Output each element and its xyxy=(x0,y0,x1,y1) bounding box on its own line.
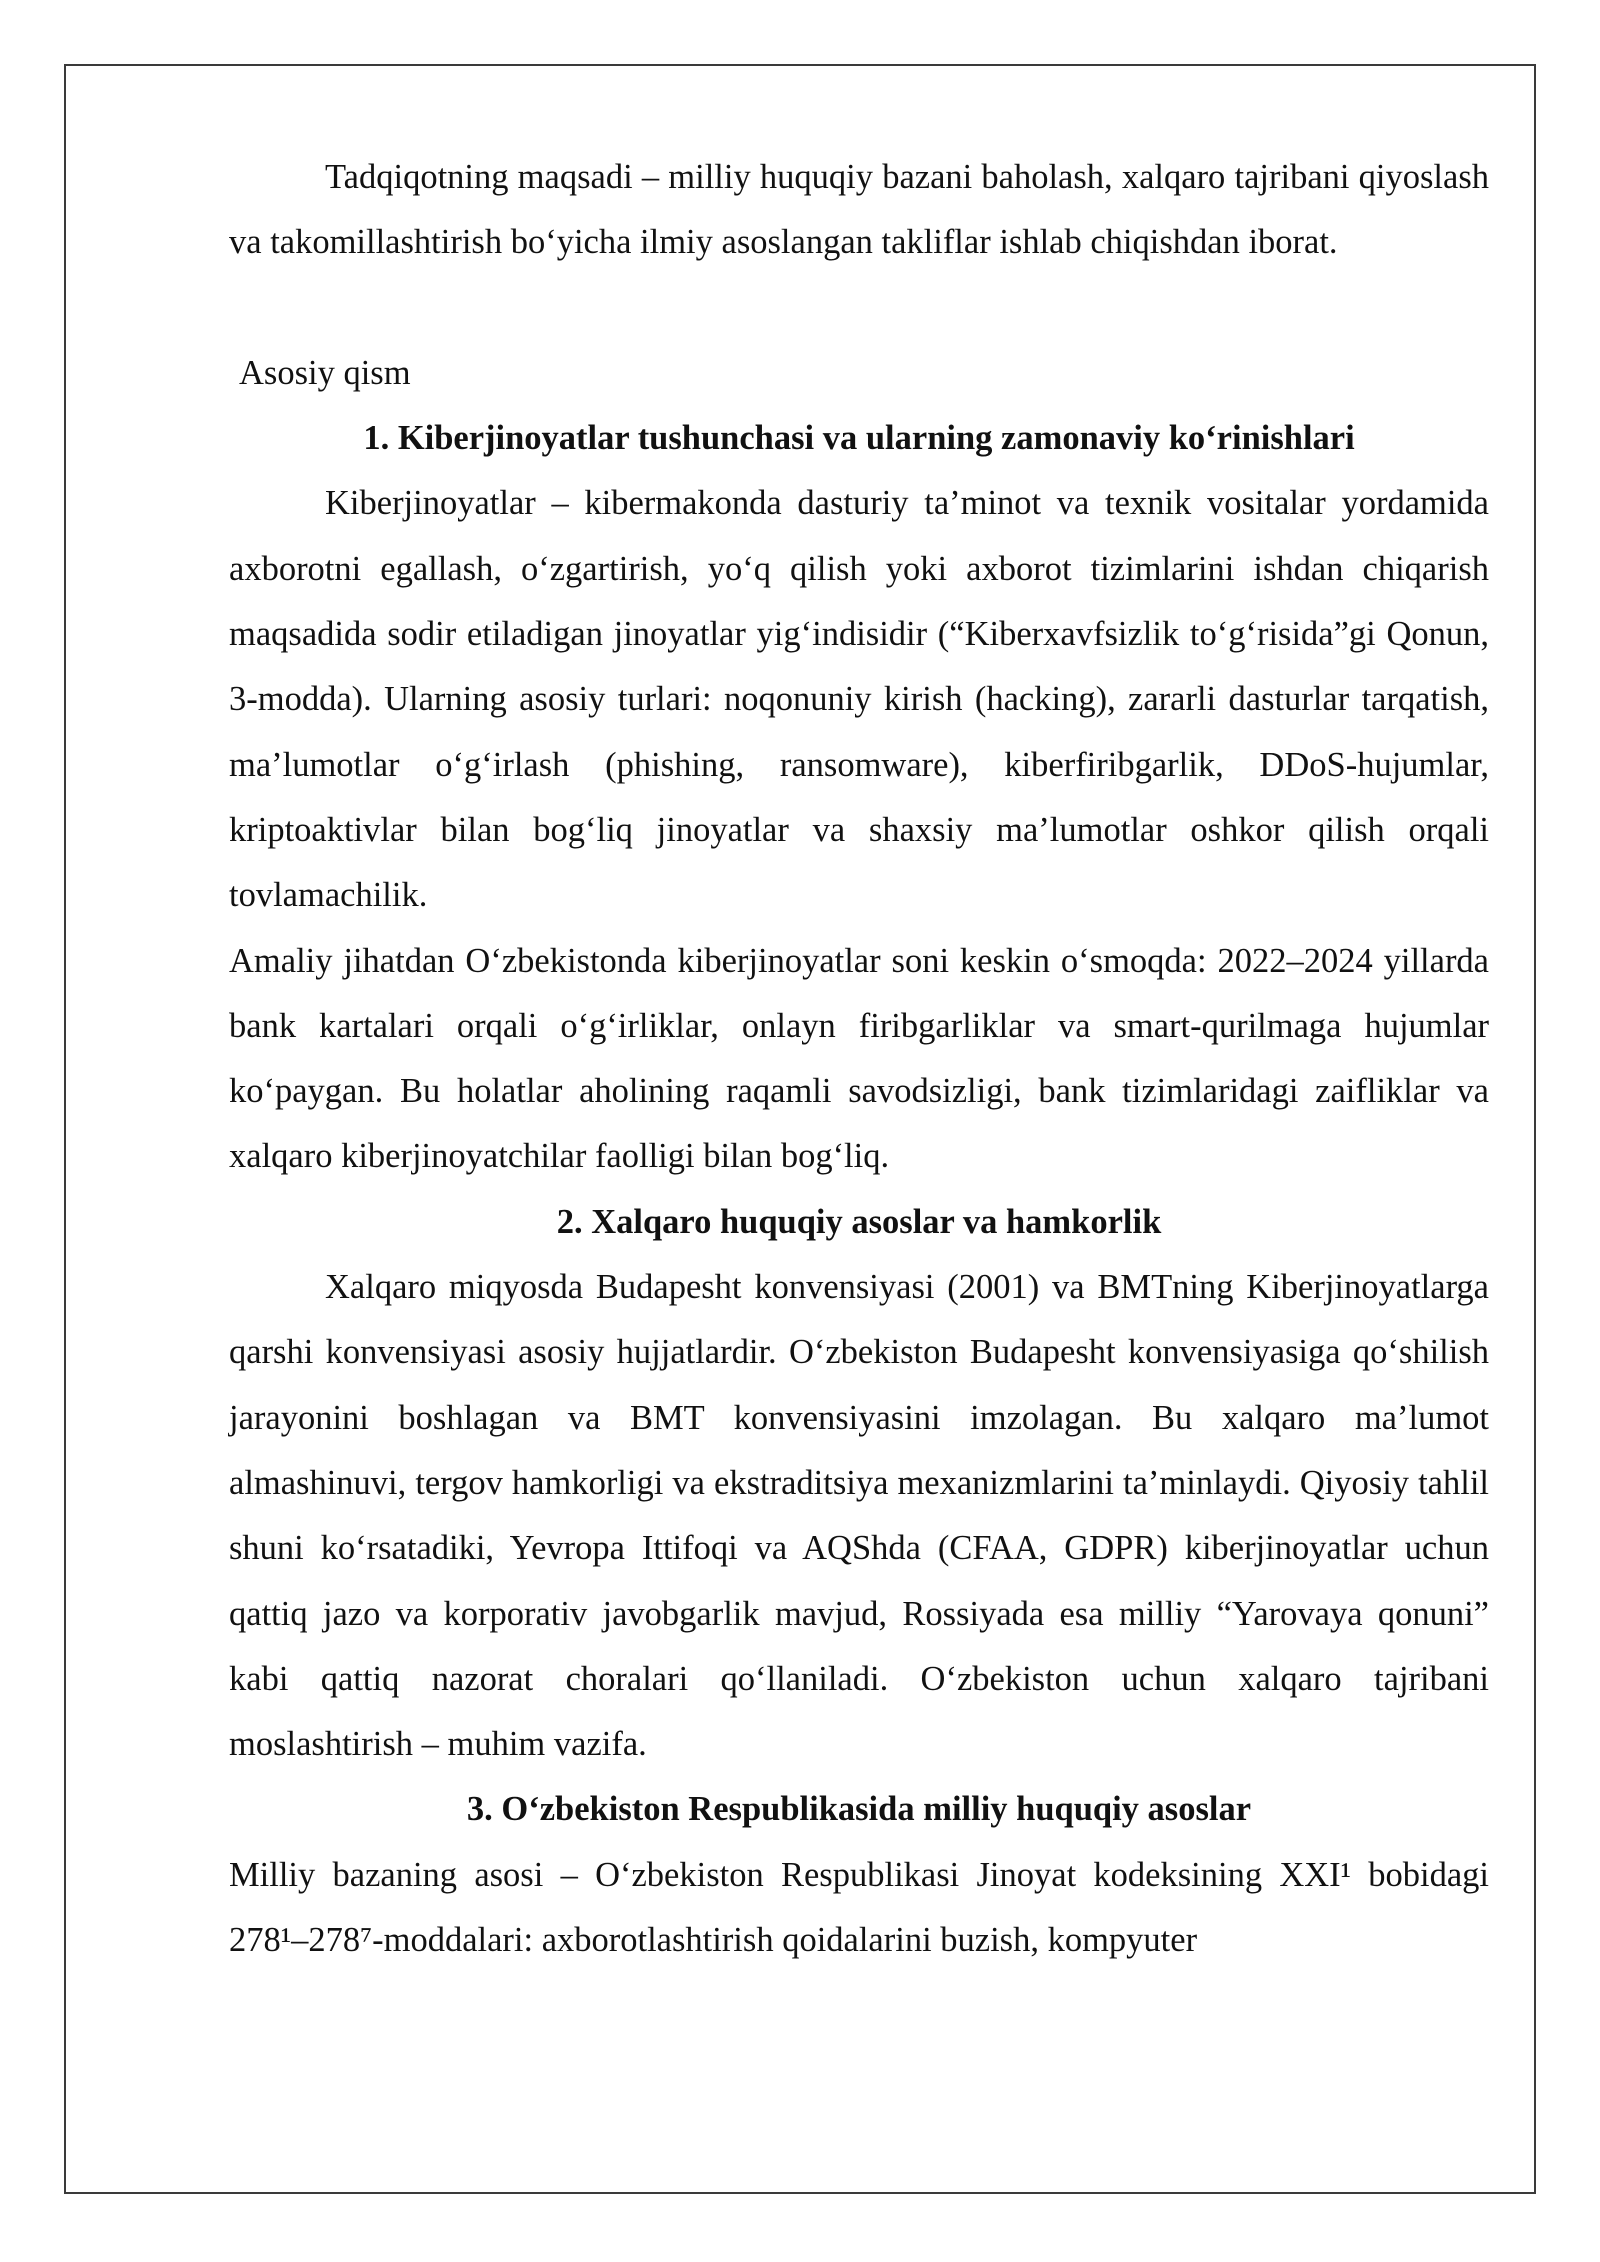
paragraph-purpose: Tadqiqotning maqsadi – milliy huquqiy bazani baholash, xalqaro tajribani qiyoslash va takomillashtirish bo‘yicha ilmiy asoslangan takliflar ishlab chiqishdan iborat. xyxy=(229,158,1489,262)
paragraph-practical-aspect: Amaliy jihatdan O‘zbekistonda kiberjinoyatlar soni keskin o‘smoqda: 2022–2024 yillarda bank kartalari orqali o‘g‘irliklar, onlayn firibgarliklar va smart-qurilmaga hujumlar ko‘paygan. Bu holatlar aholining raqamli savodsizligi, bank tizimlaridagi zaifliklar va xalqaro kiberjinoyatchilar faolligi bilan bog‘liq. xyxy=(229,941,1489,1176)
heading-section-2: 2. Xalqaro huquqiy asoslar va hamkorlik xyxy=(556,1202,1162,1241)
document-body xyxy=(229,145,1489,1973)
paragraph-international-basis: Xalqaro miqyosda Budapesht konvensiyasi (2001) va BMTning Kiberjinoyatlarga qarshi konvensiyasi asosiy hujjatlardir. O‘zbekiston Budapesht konvensiyasiga qo‘shilish jarayonini boshlagan va BMT konvensiyasini imzolagan. Bu xalqaro ma’lumot almashinuvi, tergov hamkorligi va ekstraditsiya mexanizmlarini ta’minlaydi. Qiyosiy tahlil shuni ko‘rsatadiki, Yevropa Ittifoqi va AQShda (CFAA, GDPR) kiberjinoyatlar uchun qattiq jazo va korporativ javobgarlik mavjud, Rossiyada esa milliy “Yarovaya qonuni” kabi qattiq nazorat choralari qo‘llaniladi. O‘zbekiston uchun xalqaro tajribani moslashtirish – muhim vazifa. xyxy=(229,1268,1489,1764)
paragraph-national-basis: Milliy bazaning asosi – O‘zbekiston Respublikasi Jinoyat kodeksining XXI¹ bobidagi 278¹–278⁷-moddalari: axborotlashtirish qoidalarini buzish, kompyuter xyxy=(229,1855,1489,1960)
paragraph-cybercrime-definition: Kiberjinoyatlar – kibermakonda dasturiy ta’minot va texnik vositalar yordamida axborotni egallash, o‘zgartirish, yo‘q qilish yoki axborot tizimlarini ishdan chiqarish maqsadida sodir etiladigan jinoyatlar yig‘indisidir (“Kiberxavfsizlik to‘g‘risida”gi Qonun, 3-modda). Ularning asosiy turlari: noqonuniy kirish (hacking), zararli dasturlar tarqatish, ma’lumotlar o‘g‘irlash (phishing, ransomware), kiberfiribgarlik, DDoS-hujumlar, kriptoaktivlar bilan bog‘liq jinoyatlar va shaxsiy ma’lumotlar oshkor qilish orqali tovlamachilik. xyxy=(229,484,1489,915)
blank-line xyxy=(229,276,1489,341)
section-title-main-part: Asosiy qism xyxy=(239,353,411,392)
heading-section-3: 3. O‘zbekiston Respublikasida milliy huquqiy asoslar xyxy=(466,1790,1252,1829)
heading-section-1: 1. Kiberjinoyatlar tushunchasi va ularning zamonaviy ko‘rinishlari xyxy=(363,419,1355,458)
